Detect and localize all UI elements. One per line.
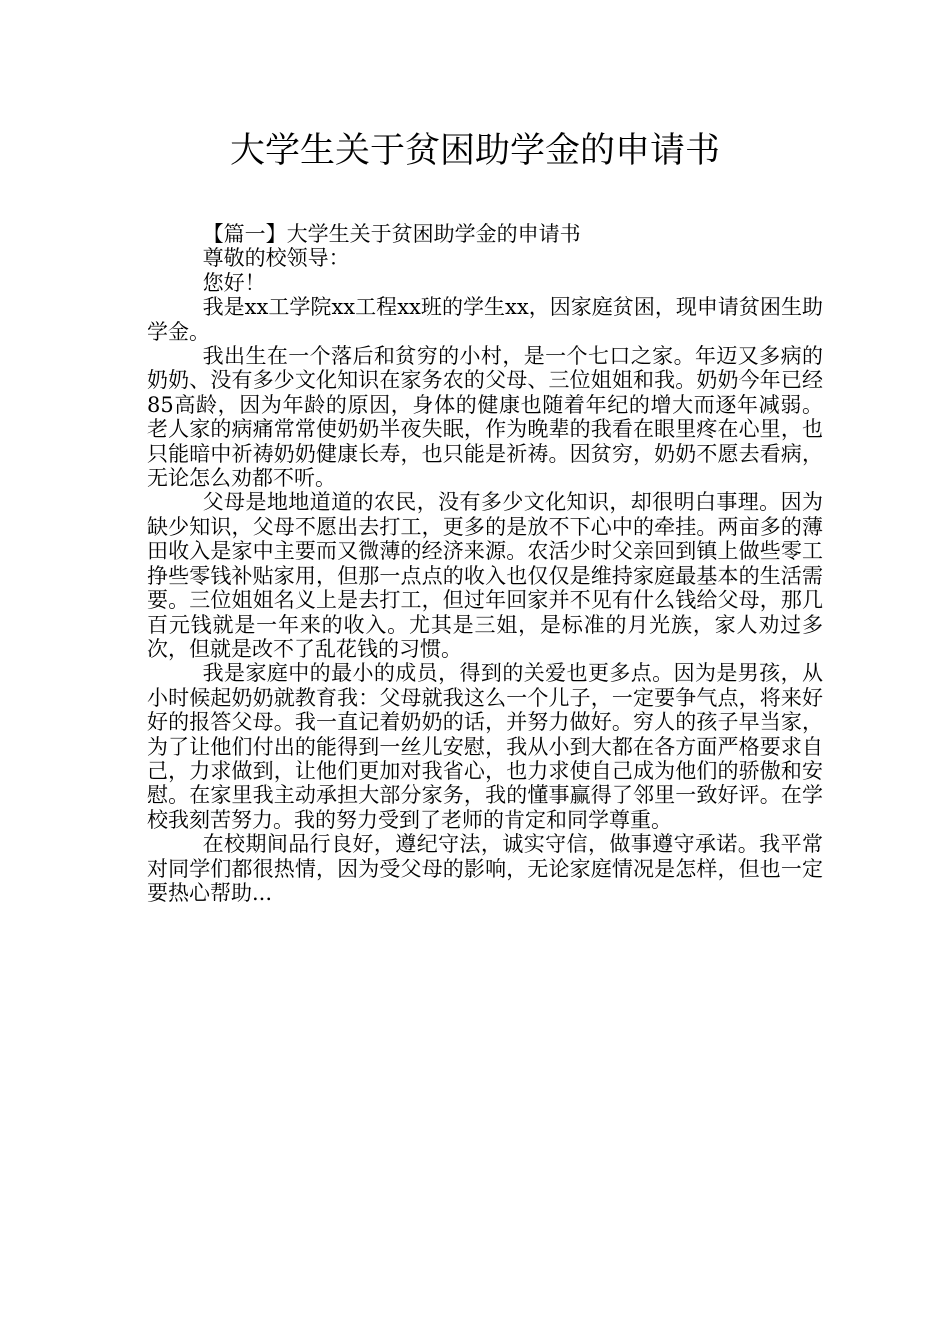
family-paragraph: 我出生在一个落后和贫穷的小村，是一个七口之家。年迈又多病的奶奶、没有多少文化知识在家务农的父母、三位姐姐和我。奶奶今年已经85高龄，因为年龄的原因，身体的健康也随着年纪的增大而逐年减弱。老人家的病痛常常使奶奶半夜失眠，作为晚辈的我看在眼里疼在心里，也只能暗中祈祷奶奶健康长寿，也只能是祈祷。因贫穷，奶奶不愿去看病，无论怎么劝都不听。 bbox=[147, 344, 823, 491]
self-paragraph: 我是家庭中的最小的成员，得到的关爱也更多点。因为是男孩，从小时候起奶奶就教育我：父母就我这么一个儿子，一定要争气点，将来好好的报答父母。我一直记着奶奶的话，并努力做好。穷人的孩子早当家，为了让他们付出的能得到一丝儿安慰，我从小到大都在各方面严格要求自己，力求做到，让他们更加对我省心，也力求使自己成为他们的骄傲和安慰。在家里我主动承担大部分家务，我的懂事赢得了邻里一致好评。在学校我刻苦努力。我的努力受到了老师的肯定和同学尊重。 bbox=[147, 661, 823, 832]
parents-paragraph: 父母是地地道道的农民，没有多少文化知识，却很明白事理。因为缺少知识，父母不愿出去打工，更多的是放不下心中的牵挂。两亩多的薄田收入是家中主要而又微薄的经济来源。农活少时父亲回到镇上做些零工挣些零钱补贴家用，但那一点点的收入也仅仅是维持家庭最基本的生活需要。三位姐姐名义上是去打工，但过年回家并不见有什么钱给父母，那几百元钱就是一年来的收入。尤其是三姐，是标准的月光族，家人劝过多次，但就是改不了乱花钱的习惯。 bbox=[147, 490, 823, 661]
intro-paragraph: 我是xx工学院xx工程xx班的学生xx，因家庭贫困，现申请贫困生助学金。 bbox=[147, 295, 823, 344]
salutation: 尊敬的校领导： bbox=[202, 246, 350, 271]
section-heading: 【篇一】大学生关于贫困助学金的申请书 bbox=[202, 222, 581, 246]
document-body bbox=[147, 222, 823, 905]
document-title: 大学生关于贫困助学金的申请书 bbox=[229, 131, 720, 171]
greeting: 您好！ bbox=[202, 270, 266, 295]
school-paragraph: 在校期间品行良好，遵纪守法，诚实守信，做事遵守承诺。我平常对同学们都很热情，因为受父母的影响，无论家庭情况是怎样，但也一定要热心帮助... bbox=[147, 832, 823, 905]
